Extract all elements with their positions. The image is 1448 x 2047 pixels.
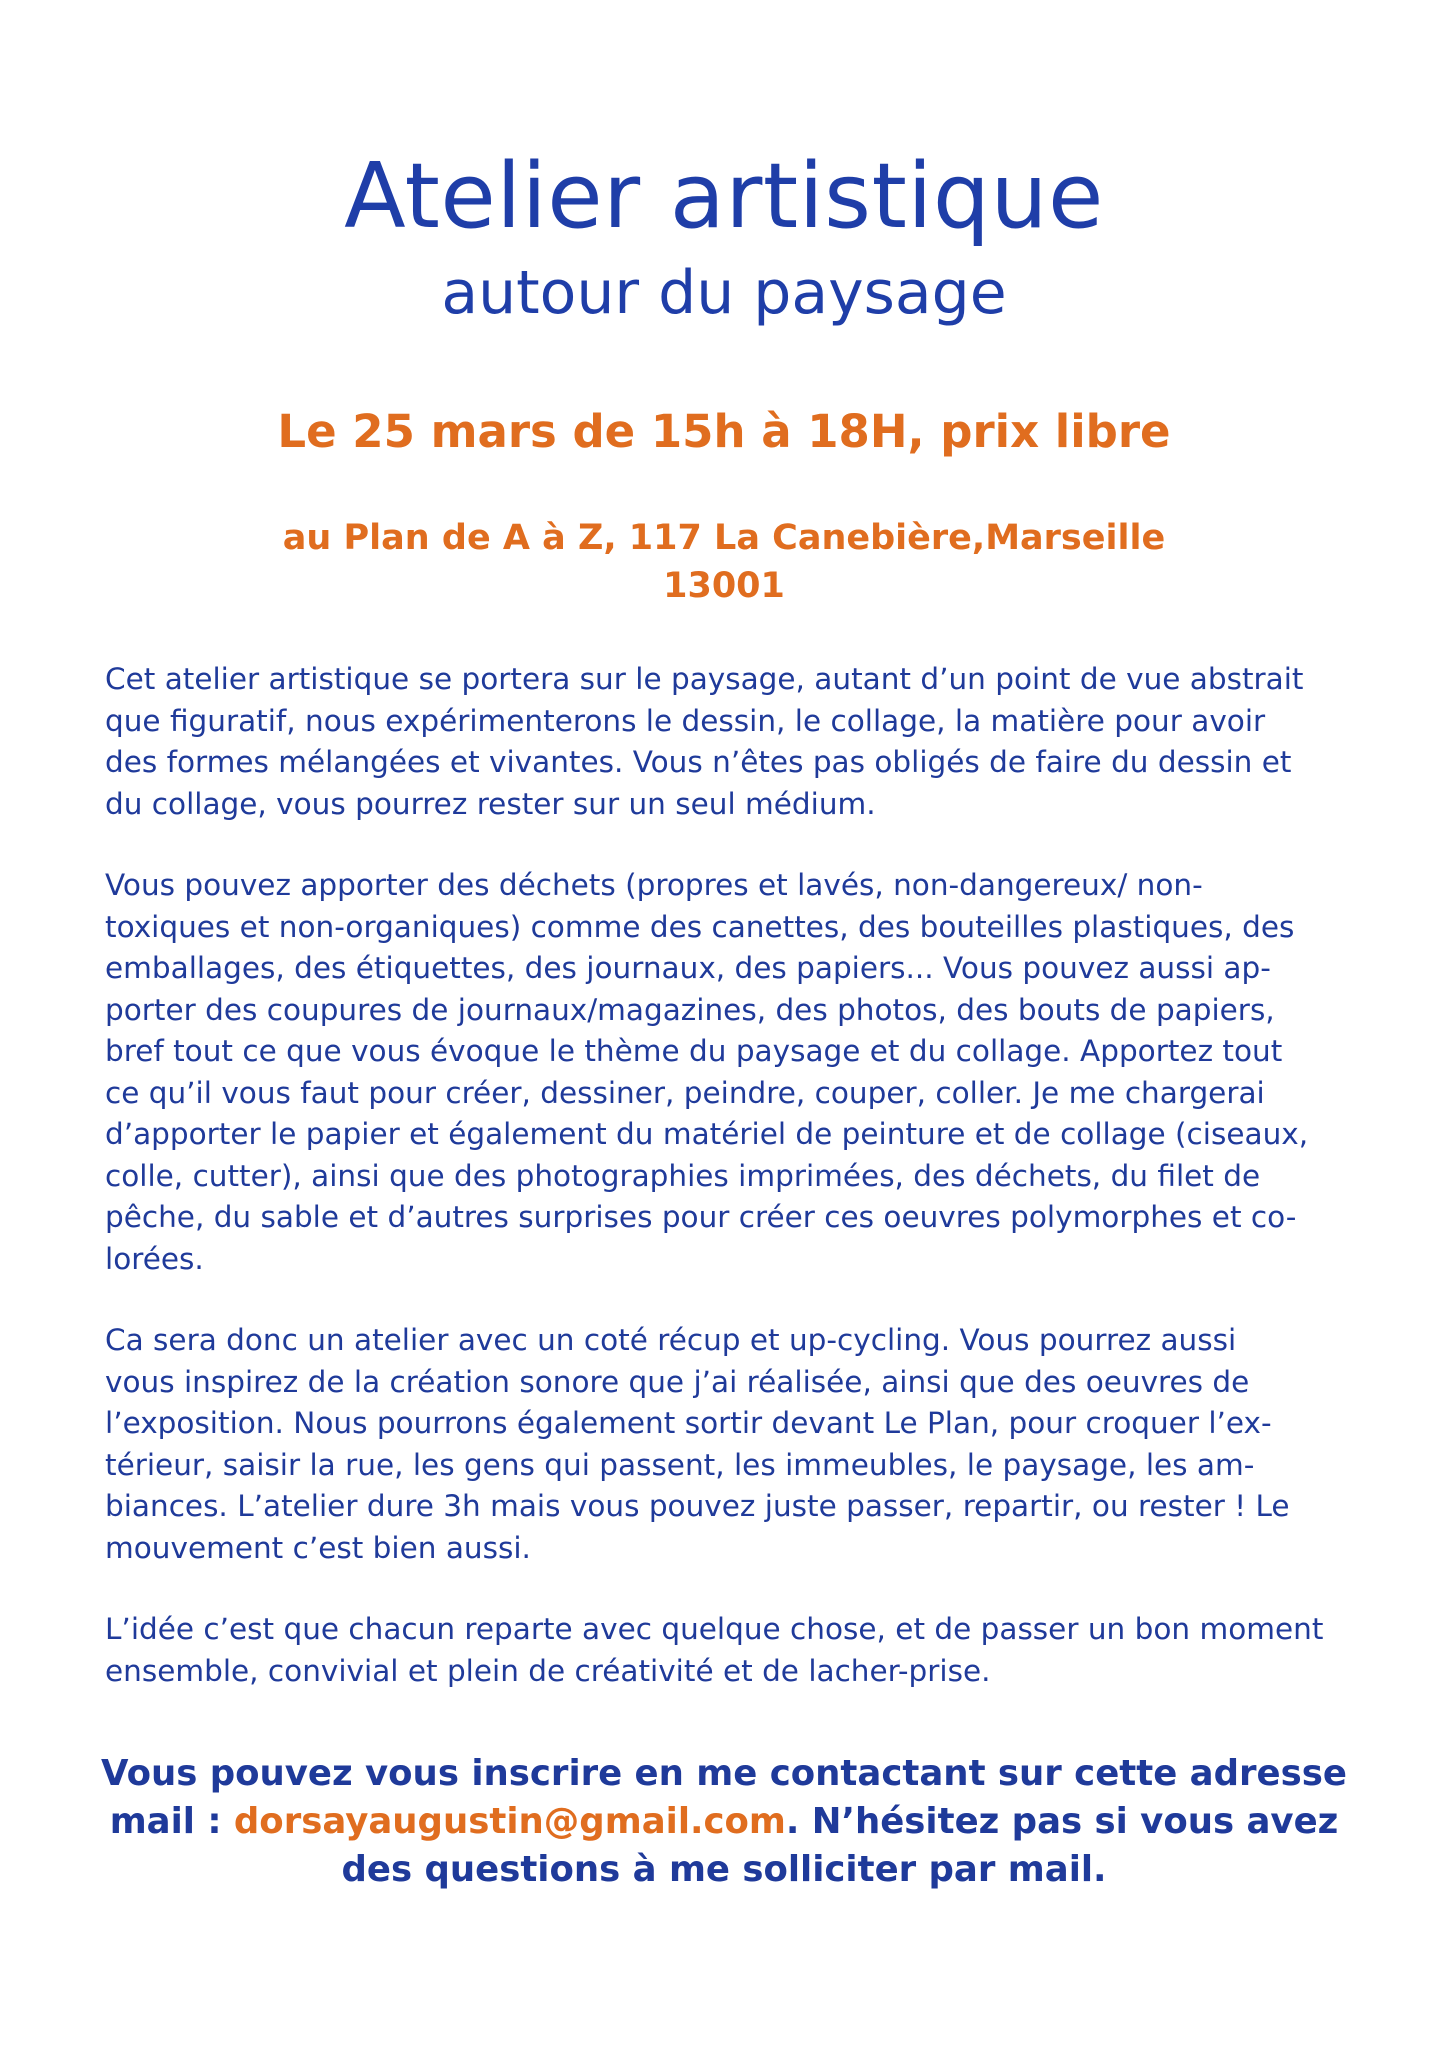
paragraph-line: biances. L’atelier dure 3h mais vous pouvez juste passer, repartir, ou rester ! Le <box>105 1489 1290 1523</box>
paragraph-line: ce qu’il vous faut pour créer, dessiner, peindre, couper, coller. Je me chargerai <box>105 1075 1265 1110</box>
paragraph-upcycling <box>105 1320 1365 1569</box>
cta-mail-suffix: . N’hésitez pas si vous avez <box>785 1801 1339 1842</box>
paragraph-line: toxiques et non-organiques) comme des canettes, des bouteilles plastiques, des <box>105 909 1295 944</box>
page-title: Atelier artistique <box>344 144 1104 249</box>
paragraph-line: bref tout ce que vous évoque le thème du paysage et du collage. Apportez tout <box>105 1034 1283 1068</box>
paragraph-intro <box>105 659 1365 825</box>
paragraph-line: térieur, saisir la rue, les gens qui passent, les immeubles, le paysage, les am- <box>105 1447 1255 1482</box>
paragraph-line: du collage, vous pourrez rester sur un seul médium. <box>105 786 876 821</box>
cta-line-2 <box>0 1798 1448 1846</box>
paragraph-line: mouvement c’est bien aussi. <box>105 1530 531 1565</box>
paragraph-line: Vous pouvez apporter des déchets (propres et lavés, non-dangereux/ non- <box>105 868 1203 902</box>
contact-call-to-action <box>0 1750 1448 1894</box>
paragraph-line: emballages, des étiquettes, des journaux, des papiers... Vous pouvez aussi ap- <box>105 951 1271 985</box>
address-line-1: au Plan de A à Z, 117 La Canebière,Marseille <box>282 518 1166 558</box>
cta-line-3: des questions à me solliciter par mail. <box>341 1849 1107 1890</box>
paragraph-line: Ca sera donc un atelier avec un coté récup et up-cycling. Vous pourrez aussi <box>105 1323 1237 1357</box>
event-datetime: Le 25 mars de 15h à 18H, prix libre <box>277 405 1171 458</box>
paragraph-line: colle, cutter), ainsi que des photographies imprimées, des déchets, du filet de <box>105 1158 1261 1193</box>
paragraph-idea <box>105 1609 1365 1692</box>
event-address <box>0 514 1448 610</box>
paragraph-line: vous inspirez de la création sonore que j’ai réalisée, ainsi que des oeuvres de <box>105 1364 1250 1399</box>
paragraph-line: ensemble, convivial et plein de créativité et de lacher-prise. <box>105 1653 991 1688</box>
paragraph-line: Cet atelier artistique se portera sur le paysage, autant d’un point de vue abstrait <box>105 662 1304 696</box>
paragraph-line: porter des coupures de journaux/magazines, des photos, des bouts de papiers, <box>105 992 1275 1027</box>
paragraph-line: d’apporter le papier et également du matériel de peinture et de collage (ciseaux, <box>105 1117 1309 1151</box>
paragraph-line: des formes mélangées et vivantes. Vous n’êtes pas obligés de faire du dessin et <box>105 745 1292 779</box>
paragraph-line: L’idée c’est que chacun reparte avec quelque chose, et de passer un bon moment <box>105 1612 1324 1646</box>
cta-line-1: Vous pouvez vous inscrire en me contactant sur cette adresse <box>101 1753 1347 1794</box>
paragraph-line: pêche, du sable et d’autres surprises pour créer ces oeuvres polymorphes et co- <box>105 1200 1297 1234</box>
cta-mail-prefix: mail : <box>109 1801 234 1842</box>
paragraph-materials <box>105 865 1365 1280</box>
paragraph-line: que figuratif, nous expérimenterons le dessin, le collage, la matière pour avoir <box>105 703 1266 738</box>
paragraph-line: lorées. <box>105 1241 204 1276</box>
address-line-2: 13001 <box>663 566 785 606</box>
paragraph-line: l’exposition. Nous pourrons également sortir devant Le Plan, pour croquer l’ex- <box>105 1406 1272 1440</box>
page-subtitle: autour du paysage <box>441 258 1007 328</box>
email-link[interactable]: dorsayaugustin@gmail.com <box>233 1801 786 1842</box>
